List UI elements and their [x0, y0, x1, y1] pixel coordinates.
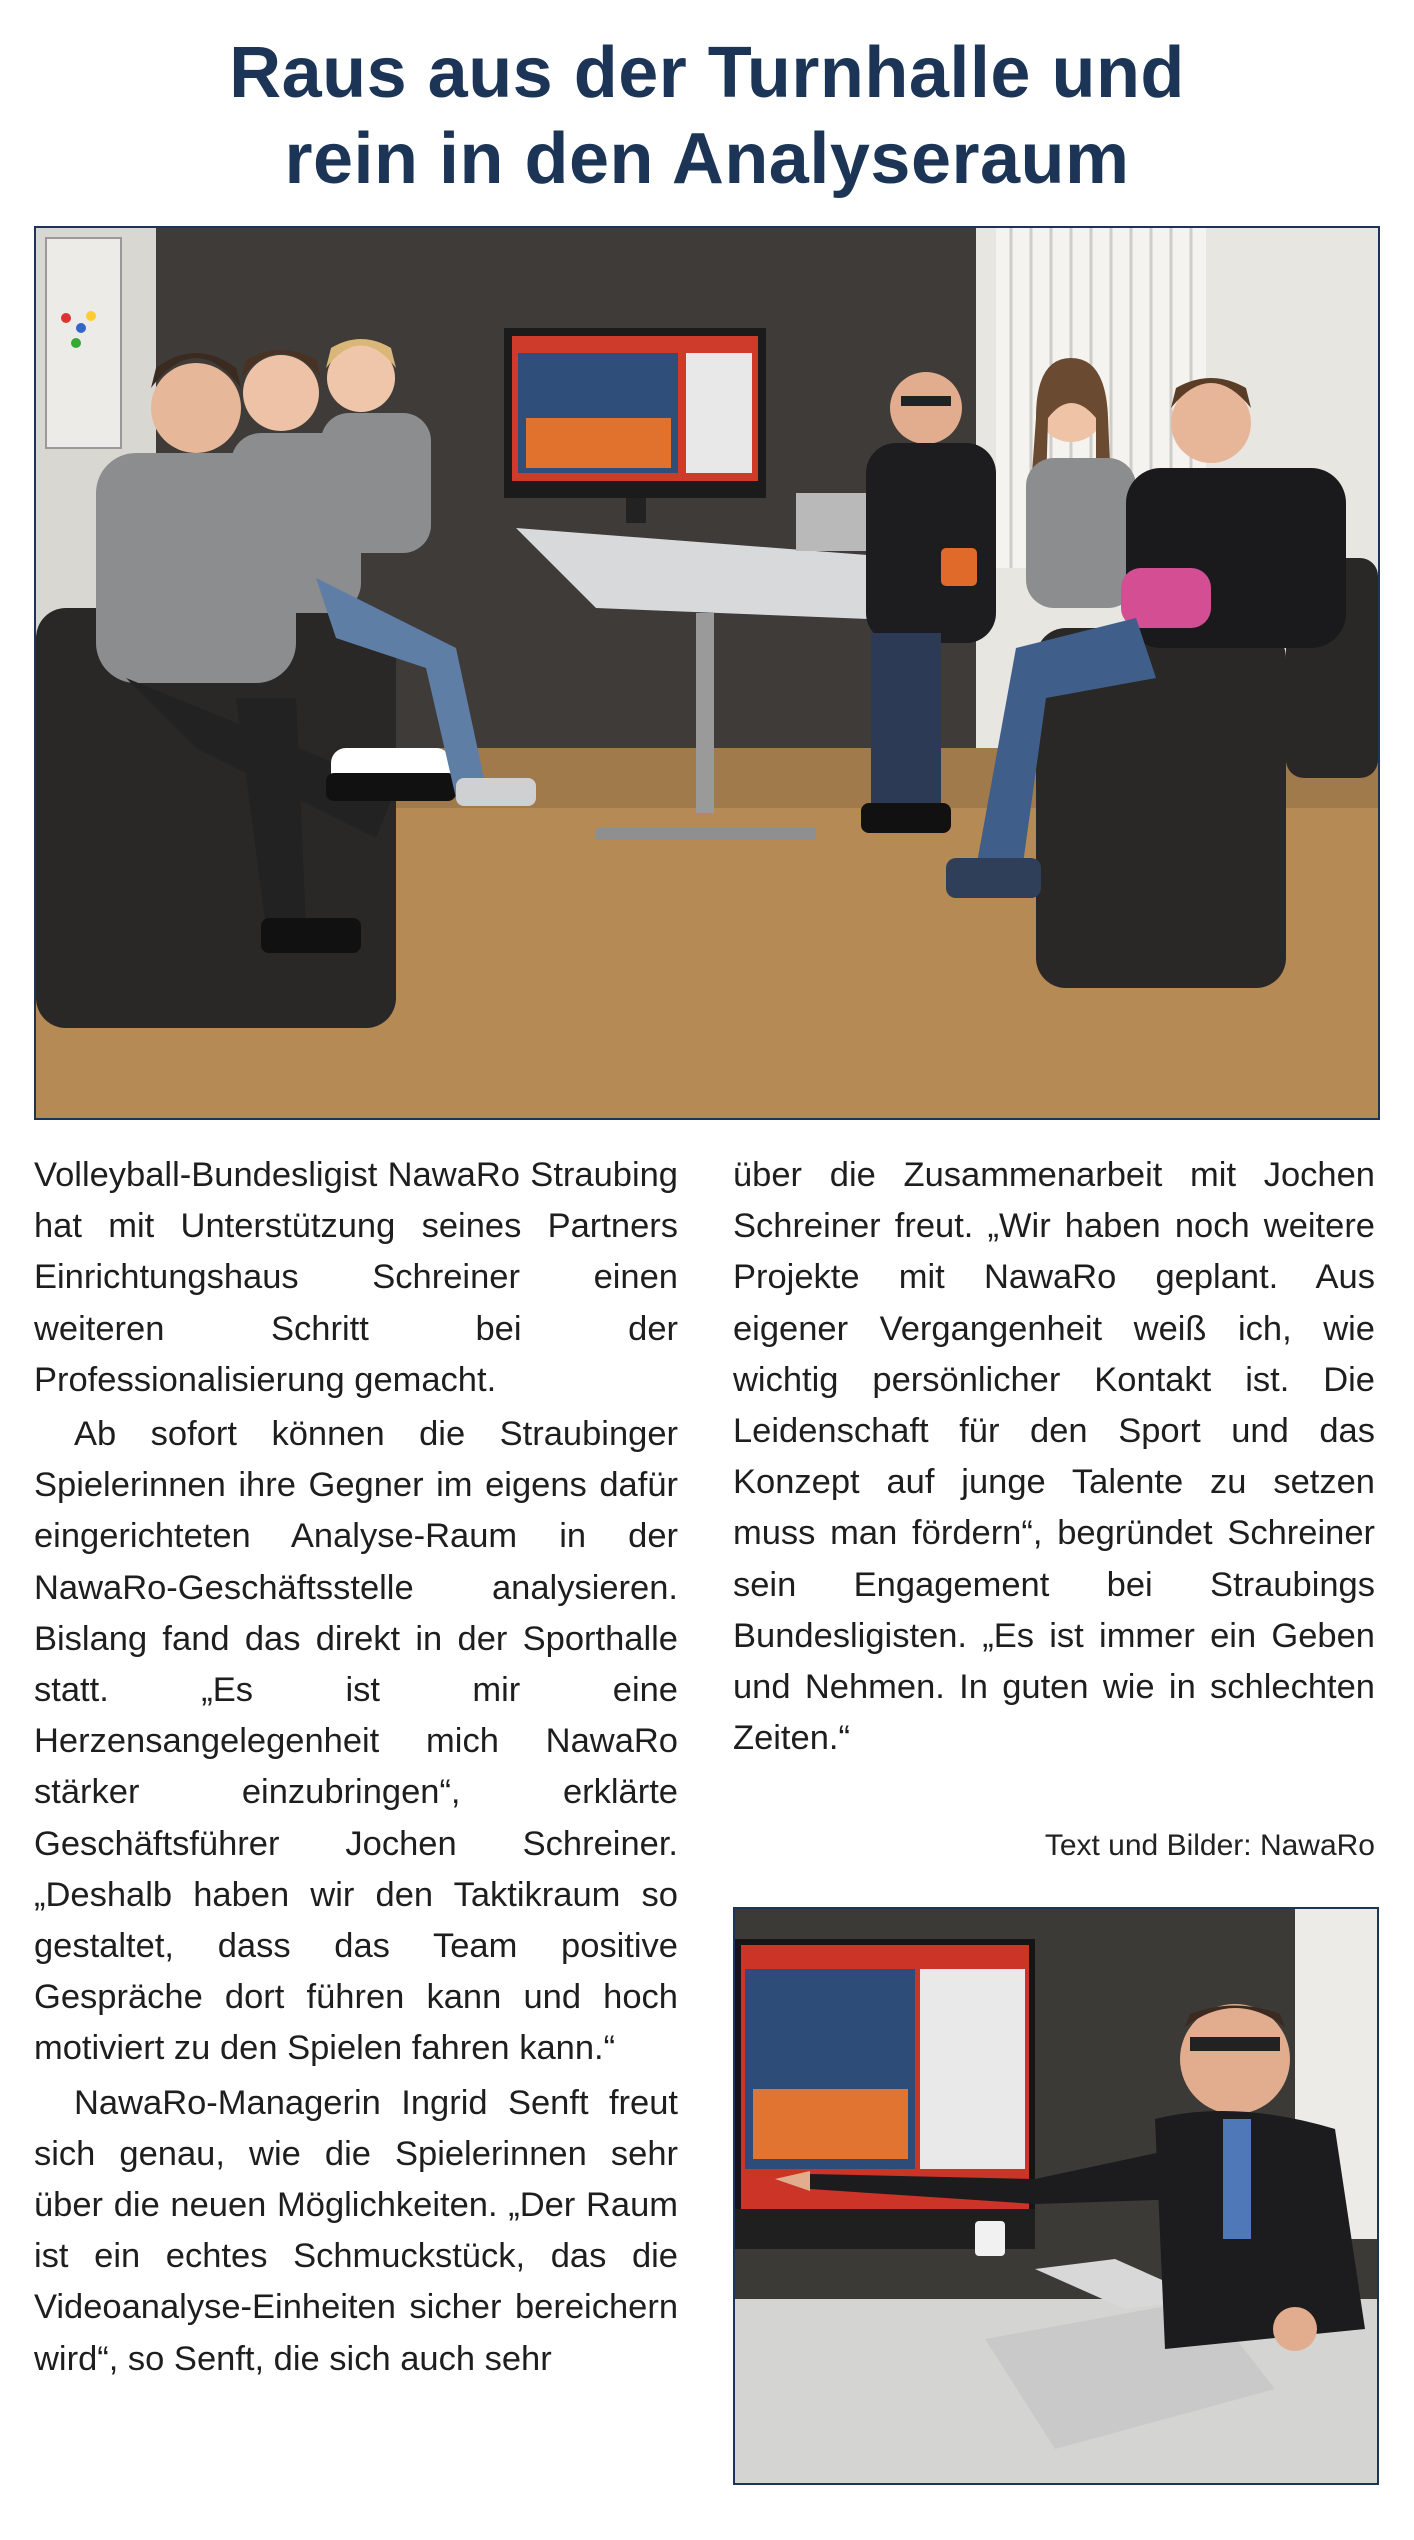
headline-line-2: rein in den Analyseraum — [284, 119, 1130, 199]
article-column-right — [733, 1150, 1375, 1764]
paragraph-intro: Volleyball-Bundesligist NawaRo Straubing hat mit Unterstützung seines Partners Einrichtungshaus Schreiner einen weiteren Schritt bei der Professionalisierung gemacht. — [34, 1156, 678, 1399]
paragraph-senft: NawaRo-Managerin Ingrid Senft freut sich genau, wie die Spielerinnen sehr über die neuen Möglichkeiten. „Der Raum ist ein echtes Schmuckstück, das die Videoanalyse-Einheiten sicher bereichern wird“, so Senft, die sich auch sehr — [34, 2083, 678, 2378]
second-photo-illustration — [735, 1909, 1377, 2483]
main-photo — [34, 226, 1380, 1120]
paragraph-analysis-room: Ab sofort können die Straubinger Spielerinnen ihre Gegner im eigens dafür eingerichteten Analyse-Raum in der NawaRo-Geschäftsstelle analysieren. Bislang fand das direkt in der Sporthalle statt. „Es ist mir eine Herzensangelegenheit mich NawaRo stärker einzubringen“, erklärte Geschäftsführer Jochen Schreiner. „Deshalb haben wir den Taktikraum so gestaltet, dass das Team positive Gespräche dort führen kann und hoch motiviert zu den Spielen fahren kann.“ — [34, 1415, 678, 2068]
headline-line-1: Raus aus der Turnhalle und — [229, 33, 1185, 113]
paragraph-schreiner-quote: über die Zusammenarbeit mit Jochen Schreiner freut. „Wir haben noch weitere Projekte mit NawaRo geplant. Aus eigener Vergangenheit weiß ich, wie wichtig persönlicher Kontakt ist. Die Leidenschaft für den Sport und das Konzept auf junge Talente zu setzen muss man fördern“, begründet Schreiner sein Engagement bei Straubings Bundesligisten. „Es ist immer ein Geben und Nehmen. In guten wie in schlechten Zeiten.“ — [733, 1156, 1375, 1758]
second-photo — [733, 1907, 1379, 2485]
article-headline — [0, 30, 1414, 202]
article-column-left — [34, 1150, 678, 2385]
photo-credit: Text und Bilder: NawaRo — [1044, 1829, 1375, 1862]
main-photo-illustration — [36, 228, 1378, 1118]
